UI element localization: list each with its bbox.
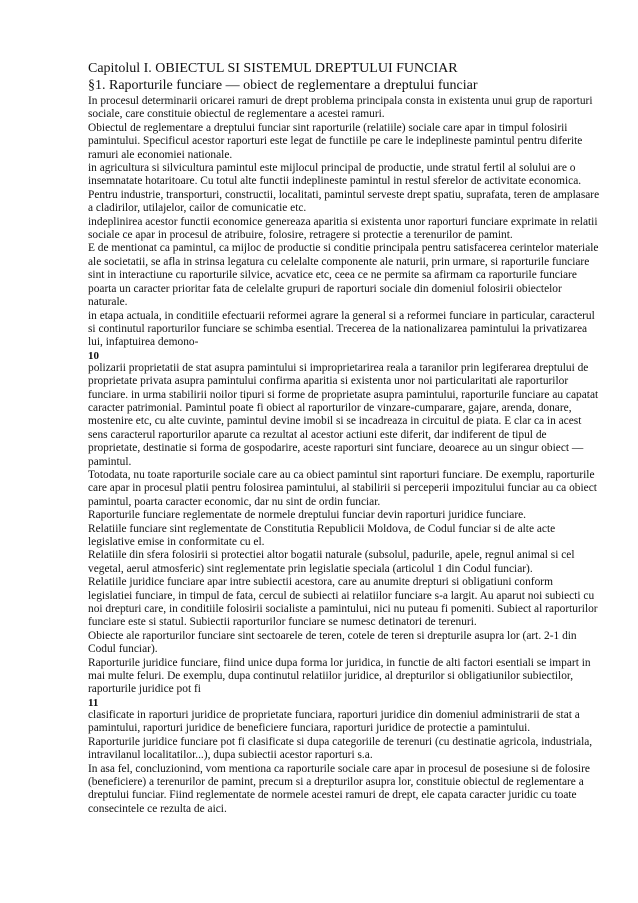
paragraph: Raporturile juridice funciare, fiind unice dupa forma lor juridica, in functie de alti factori esentiali se impart in mai multe feluri. De exemplu, dupa continutul relatiilor juridice, al drepturilor si obligatiunilor subiectilor, raporturile juridice pot fi — [88, 656, 591, 696]
paragraph: clasificate in raporturi juridice de proprietate funciara, raporturi juridice din domeniul administrarii de stat a pamintului, raporturi juridice de beneficiere funciara, raporturi juridice de protectie a pamintului. — [88, 708, 580, 735]
paragraph: In asa fel, concluzionind, vom mentiona ca raporturile sociale care apar in procesul de posesiune si de folosire (beneficiere) a terenurilor de pamint, precum si a drepturilor asupra lor, constituie obiectul de reglementare a dreptului funciar. Fiind reglementate de normele acestei ramuri de drept, ele capata caracter juridic cu toate consecintele ce rezulta de aici. — [88, 762, 590, 815]
paragraph: In procesul determinarii oricarei ramuri de drept problema principala consta in existenta unui grup de raporturi sociale, care constituie obiectul de reglementare a acestei ramuri. — [88, 95, 593, 121]
paragraph: Raporturile funciare reglementate de normele dreptului funciar devin raporturi juridice funciare. — [88, 509, 527, 522]
paragraph: Obiectul de reglementare a dreptului funciar sint raporturile (relatiile) sociale care apar in timpul folosirii pamintului. Specificul acestor raporturi este legat de functiile pe care le indeplineste pamintul pentru diferite ramuri ale economiei nationale. — [88, 121, 583, 161]
paragraph: in agricultura si silvicultura pamintul este mijlocul principal de productie, unde stratul fertil al solului are o insemnatate hotaritoare. Cu totul alte functii indeplineste pamintul in restul sferelor de activitate economica. Pentru industrie, transporturi, constructii, localitati, pamintul serveste drept spatiu, suprafata, teren de amplasare a cladirilor, utilajelor, cailor de comunicatie etc. — [88, 162, 600, 215]
page-number: 11 — [88, 696, 99, 709]
paragraph: Relatiile funciare sint reglementate de Constitutia Republicii Moldova, de Codul funciar si de alte acte legislative emise in conformitate cu el. — [88, 522, 556, 548]
paragraph: Raporturile juridice funciare pot fi clasificate si dupa categoriile de terenuri (cu destinatie agricola, industriala, intravilanul localitatilor...), dupa subiectii acestor raporturi s.a. — [88, 735, 593, 762]
page-number: 10 — [88, 349, 99, 362]
paragraph: Totodata, nu toate raporturile sociale care au ca obiect pamintul sint raporturi funciare. De exemplu, raporturile care apar in procesul platii pentru folosirea pamintului, al stabilirii si perceperii impozitului funciar au ca obiect pamintul, poarta caracter economic, dar nu sint de ordin funciar. — [88, 468, 597, 508]
paragraph: Relatiile juridice funciare apar intre subiectii acestora, care au anumite drepturi si obligatiuni conform legislatiei funciare, in timpul de fata, cercul de subiecti ai relatiilor funciare s-a largit. Au aparut noi subiecti cu noi drepturi care, in conditiile folosirii socialiste a pamintului, nici nu puteau fi pomeniti. Subiect al raporturilor funciare este si statul. Subiectii raporturilor funciare se numesc detinatori de terenuri. — [88, 576, 598, 629]
paragraph: in etapa actuala, in conditiile efectuarii reformei agrare la general si a reformei funciare in particular, caracterul si continutul raporturilor funciare se schimba esential. Trecerea de la nationalizarea pamintului la privatizarea lui, infaptuirea demono- — [88, 309, 595, 349]
paragraph: Obiecte ale raporturilor funciare sint sectoarele de teren, cotele de teren si drepturile asupra lor (art. 2-1 din Codul funciar). — [88, 629, 577, 656]
section-title: §1. Raporturile funciare — obiect de reglementare a dreptului funciar — [88, 78, 478, 93]
paragraph: Relatiile din sfera folosirii si protectiei altor bogatii naturale (subsolul, padurile, apele, regnul animal si cel vegetal, aerul atmosferic) sint reglementate prin legislatie speciala (articolul 1 din Codul funciar). — [88, 549, 575, 575]
chapter-title: Capitolul I. OBIECTUL SI SISTEMUL DREPTULUI FUNCIAR — [88, 61, 458, 76]
paragraph: E de mentionat ca pamintul, ca mijloc de productie si conditie principala pentru satisfacerea cerintelor materiale ale societatii, se afla in strinsa legatura cu celelalte componente ale naturii, prin urmare, si raporturile funciare sint in interactiune cu raporturile silvice, acvatice etc, ceea ce ne permite sa afirmam ca raporturile funciare poarta un caracter prioritar fata de celelalte grupuri de raporturi sociale din domeniul folosirii obiectelor naturale. — [88, 242, 599, 309]
document-page — [88, 60, 600, 816]
paragraph: indeplinirea acestor functii economice genereaza aparitia si existenta unor raporturi funciare exprimate in relatii sociale ce apar in procesul de atribuire, folosire, retragere si protectie a terenurilor de pamint. — [88, 215, 598, 242]
paragraph: polizarii proprietatii de stat asupra pamintului si improprietarirea reala a taranilor prin legiferarea dreptului de proprietate privata asupra pamintului confirma aparitia si existenta unor noi particularitati ale raporturilor funciare. in urma stabilirii noilor tipuri si forme de proprietate asupra pamintului, raporturile funciare au capatat caracter patrimonial. Pamintul poate fi obiect al raporturilor de vinzare-cumparare, gajare, arenda, donare, mostenire etc, cu alte cuvinte, pamintul devine imobil si se incadreaza in circuitul de piata. E clar ca in acest sens caracterul raporturilor aparute ca rezultat al acestor actiuni este diferit, dar indiferent de tipul de proprietate, destinatie si forma de gospodarire, aceste raporturi sint funciare, deoarece au un singur obiect — pamintul. — [88, 361, 599, 468]
